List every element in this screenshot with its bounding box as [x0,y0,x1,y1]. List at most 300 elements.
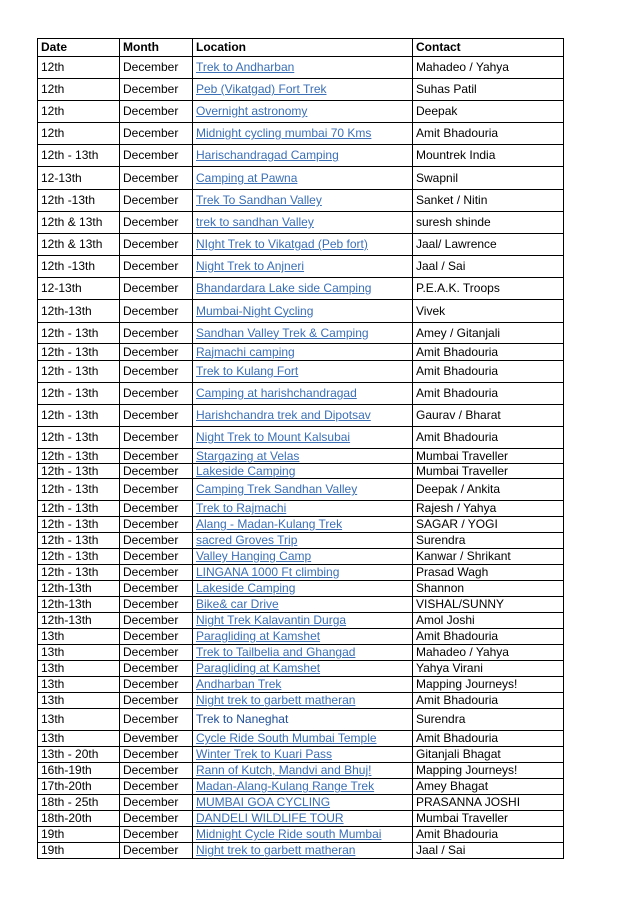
month-column [120,123,193,145]
location-link[interactable]: Night Trek to Mount Kalsubai [196,430,351,444]
month-cell: December [123,193,179,207]
location-link[interactable]: Night trek to garbett matheran [196,843,356,857]
location-link[interactable]: Rajmachi camping [196,344,295,359]
location-link[interactable]: DANDELI WILDLIFE TOUR [196,811,344,825]
date-column [38,517,120,533]
contact-column [413,427,564,449]
month-column [120,101,193,123]
table-row [38,278,564,300]
month-cell: December [123,661,179,675]
date-column [38,427,120,449]
table-row [38,629,564,645]
contact-column [413,565,564,581]
month-cell: December [123,517,179,531]
month-column [120,300,193,323]
location-link[interactable]: Night trek to garbett matheran [196,693,356,707]
location-link[interactable]: Sandhan Valley Trek & Camping [196,325,369,340]
date-cell: 12th -13th [41,193,96,207]
location-column [193,145,413,167]
month-column [120,747,193,763]
date-column [38,449,120,464]
month-cell: December [123,811,179,825]
date-cell: 12th - 13th [41,325,99,340]
contact-cell: Amey / Gitanjali [416,325,501,340]
location-link[interactable]: Bike& car Drive [196,597,279,611]
location-link[interactable]: MUMBAI GOA CYCLING [196,795,331,809]
month-cell: December [123,533,179,547]
location-link[interactable]: Overnight astronomy [196,104,308,118]
date-cell: 12th - 13th [41,565,99,579]
date-column [38,145,120,167]
month-column [120,479,193,501]
location-link[interactable]: Rann of Kutch, Mandvi and Bhuj! [196,763,372,777]
contact-column [413,123,564,145]
location-link[interactable]: Bhandardara Lake side Camping [196,281,372,295]
month-column [120,323,193,344]
date-cell: 13th [41,645,65,659]
month-column [120,581,193,597]
location-column [193,779,413,795]
contact-cell: Rajesh / Yahya [416,501,497,515]
location-link[interactable]: Lakeside Camping [196,463,296,478]
location-link[interactable]: Peb (Vikatgad) Fort Trek [196,82,327,96]
contact-column [413,731,564,747]
date-cell: 13th [41,629,65,643]
month-cell: December [123,565,179,579]
month-cell: December [123,645,179,659]
contact-column [413,549,564,565]
contact-cell: Amol Joshi [416,613,475,627]
month-cell: December [123,364,179,378]
table-row [38,581,564,597]
header-contact: Contact [413,39,564,57]
table-row [38,811,564,827]
table-row [38,731,564,747]
date-column [38,234,120,256]
location-column [193,517,413,533]
month-cell: December [123,581,179,595]
month-cell: December [123,712,179,726]
month-cell: December [123,237,179,251]
location-column [193,123,413,145]
contact-cell: Mahadeo / Yahya [416,60,509,74]
table-row [38,763,564,779]
date-cell: 12th-13th [41,581,92,595]
month-cell: December [123,259,179,273]
contact-cell: Amit Bhadouria [416,430,499,444]
table-row [38,361,564,383]
location-link[interactable]: Midnight cycling mumbai 70 Kms [196,126,372,140]
date-column [38,212,120,234]
location-column [193,613,413,629]
month-column [120,709,193,731]
location-column [193,549,413,565]
table-row [38,709,564,731]
date-column [38,405,120,427]
contact-cell: Suhas Patil [416,82,477,96]
date-cell: 13th [41,661,65,675]
month-cell: December [123,747,179,761]
month-cell: Devember [123,731,179,745]
month-cell: December [123,325,179,340]
table-row [38,533,564,549]
contact-cell: Mumbai Traveller [416,463,509,478]
contact-column [413,57,564,79]
date-column [38,661,120,677]
date-column [38,613,120,629]
contact-cell: Swapnil [416,170,459,185]
month-column [120,763,193,779]
month-column [120,190,193,212]
contact-column [413,501,564,517]
location-column [193,747,413,763]
contact-column [413,533,564,549]
contact-column [413,843,564,859]
date-cell: 12th - 13th [41,533,99,547]
contact-cell: PRASANNA JOSHI [416,795,521,809]
location-link[interactable]: Cycle Ride South Mumbai Temple [196,731,377,745]
date-column [38,256,120,278]
location-link[interactable]: Harischandragad Camping [196,148,339,162]
date-column [38,190,120,212]
contact-column [413,464,564,479]
table-row [38,405,564,427]
location-link[interactable]: Trek to Rajmachi [196,501,287,515]
location-link[interactable]: Camping Trek Sandhan Valley [196,482,358,496]
date-cell: 18th-20th [41,811,92,825]
month-column [120,811,193,827]
month-cell: December [123,170,179,185]
table-row [38,779,564,795]
date-cell: 13th [41,712,65,726]
date-cell: 12th & 13th [41,237,103,251]
date-column [38,843,120,859]
date-column [38,827,120,843]
location-column [193,361,413,383]
contact-column [413,300,564,323]
contact-column [413,101,564,123]
contact-column [413,693,564,709]
month-column [120,361,193,383]
location-column [193,581,413,597]
contact-column [413,234,564,256]
date-cell: 12th - 13th [41,386,99,400]
table-row [38,517,564,533]
month-column [120,661,193,677]
table-row [38,747,564,763]
month-column [120,795,193,811]
location-column [193,501,413,517]
contact-cell: Prasad Wagh [416,565,489,579]
location-link[interactable]: Camping at Pawna [196,170,298,185]
month-cell: December [123,126,179,140]
contact-column [413,278,564,300]
date-cell: 12-13th [41,170,82,185]
month-column [120,731,193,747]
date-cell: 18th - 25th [41,795,99,809]
date-cell: 12th - 13th [41,344,99,359]
table-row [38,549,564,565]
month-column [120,256,193,278]
location-link[interactable]: Camping at harishchandragad [196,386,357,400]
date-column [38,549,120,565]
contact-column [413,145,564,167]
contact-cell: Amit Bhadouria [416,629,499,643]
contact-column [413,779,564,795]
contact-column [413,677,564,693]
location-link[interactable]: Trek to Tailbelia and Ghangad [196,645,356,659]
location-link[interactable]: Trek To Sandhan Valley [196,193,322,207]
contact-cell: Mapping Journeys! [416,763,518,777]
month-column [120,613,193,629]
location-column [193,827,413,843]
month-column [120,597,193,613]
table-row [38,323,564,344]
month-cell: December [123,597,179,611]
month-cell: December [123,215,179,229]
location-column [193,300,413,323]
location-column [193,383,413,405]
date-column [38,747,120,763]
contact-cell: P.E.A.K. Troops [416,281,500,295]
table-row [38,501,564,517]
month-cell: December [123,448,179,463]
location-column [193,709,413,731]
date-column [38,645,120,661]
contact-column [413,79,564,101]
location-link[interactable]: Night Trek to Anjneri [196,259,305,273]
location-link[interactable]: Paragliding at Kamshet [196,629,321,643]
date-column [38,323,120,344]
date-column [38,581,120,597]
month-column [120,464,193,479]
month-cell: December [123,629,179,643]
date-cell: 12th [41,104,65,118]
location-link[interactable]: Madan-Alang-Kulang Range Trek [196,779,375,793]
date-column [38,479,120,501]
date-column [38,709,120,731]
month-column [120,565,193,581]
month-cell: December [123,463,179,478]
contact-cell: Jaal / Sai [416,843,466,857]
contact-column [413,709,564,731]
date-column [38,731,120,747]
contact-column [413,613,564,629]
location-column [193,763,413,779]
month-cell: December [123,148,179,162]
table-row [38,645,564,661]
location-column [193,677,413,693]
date-cell: 12th - 13th [41,408,99,422]
date-column [38,565,120,581]
month-cell: December [123,344,179,359]
location-link[interactable]: Trek to Naneghat [196,712,289,726]
location-column [193,645,413,661]
location-link[interactable]: sacred Groves Trip [196,533,298,547]
date-column [38,123,120,145]
date-column [38,344,120,361]
month-column [120,344,193,361]
date-cell: 19th [41,827,65,841]
table-row [38,795,564,811]
month-column [120,427,193,449]
location-link[interactable]: Alang - Madan-Kulang Trek [196,517,343,531]
location-column [193,565,413,581]
contact-cell: Yahya Virani [416,661,483,675]
date-column [38,533,120,549]
month-cell: December [123,82,179,96]
contact-column [413,167,564,190]
month-column [120,549,193,565]
date-column [38,300,120,323]
location-link[interactable]: Lakeside Camping [196,581,296,595]
month-column [120,843,193,859]
contact-column [413,661,564,677]
contact-cell: Jaal / Sai [416,259,466,273]
date-column [38,383,120,405]
location-link[interactable]: Winter Trek to Kuari Pass [196,747,333,761]
location-link[interactable]: Harishchandra trek and Dipotsav [196,408,371,422]
month-column [120,383,193,405]
table-row [38,79,564,101]
table-row [38,123,564,145]
contact-column [413,449,564,464]
location-column [193,533,413,549]
date-column [38,763,120,779]
location-link[interactable]: Trek to Kulang Fort [196,364,299,378]
contact-column [413,344,564,361]
contact-column [413,517,564,533]
location-column [193,190,413,212]
location-link[interactable]: Night Trek Kalavantin Durga [196,613,347,627]
contact-cell: Amit Bhadouria [416,827,499,841]
month-column [120,405,193,427]
contact-column [413,629,564,645]
contact-column [413,479,564,501]
contact-cell: Gitanjali Bhagat [416,747,501,761]
location-column [193,464,413,479]
date-column [38,779,120,795]
date-cell: 12th - 13th [41,482,99,496]
date-column [38,464,120,479]
month-column [120,693,193,709]
table-row [38,661,564,677]
date-cell: 12th - 13th [41,148,99,162]
table-row [38,190,564,212]
location-link[interactable]: trek to sandhan Valley [196,215,314,229]
date-cell: 12th - 13th [41,430,99,444]
month-cell: December [123,693,179,707]
table-row [38,597,564,613]
contact-column [413,383,564,405]
location-column [193,661,413,677]
month-column [120,501,193,517]
table-row [38,613,564,629]
contact-cell: suresh shinde [416,215,491,229]
month-column [120,57,193,79]
table-row [38,145,564,167]
date-cell: 12-13th [41,281,82,295]
table-body [38,57,564,859]
header-date: Date [38,39,120,57]
date-cell: 16th-19th [41,763,92,777]
date-column [38,501,120,517]
date-cell: 12th - 13th [41,364,99,378]
location-link[interactable]: Valley Hanging Camp [196,549,312,563]
month-column [120,677,193,693]
location-column [193,344,413,361]
location-link[interactable]: Stargazing at Velas [196,448,300,463]
contact-cell: Mumbai Traveller [416,811,509,825]
location-column [193,731,413,747]
table-row [38,449,564,464]
contact-cell: Kanwar / Shrikant [416,549,511,563]
location-column [193,57,413,79]
table-row [38,843,564,859]
contact-cell: Deepak [416,104,458,118]
month-cell: December [123,827,179,841]
location-link[interactable]: LINGANA 1000 Ft climbing [196,565,340,579]
month-cell: December [123,613,179,627]
location-link[interactable]: Andharban Trek [196,677,282,691]
location-column [193,449,413,464]
events-table [37,38,564,859]
location-column [193,843,413,859]
location-link[interactable]: Midnight Cycle Ride south Mumbai [196,827,382,841]
location-column [193,101,413,123]
location-link[interactable]: Trek to Andharban [196,60,295,74]
date-cell: 12th - 13th [41,448,99,463]
location-column [193,597,413,613]
month-column [120,533,193,549]
contact-cell: Vivek [416,303,446,318]
month-column [120,645,193,661]
table-row [38,101,564,123]
location-column [193,629,413,645]
date-cell: 12th - 13th [41,463,99,478]
date-cell: 13th - 20th [41,747,99,761]
date-cell: 12th - 13th [41,501,99,515]
location-link[interactable]: Mumbai-Night Cycling [196,303,314,318]
header-row [38,39,564,57]
location-column [193,79,413,101]
contact-cell: Amey Bhagat [416,779,489,793]
contact-cell: Deepak / Ankita [416,482,501,496]
date-column [38,677,120,693]
table-row [38,383,564,405]
date-cell: 12th - 13th [41,517,99,531]
contact-cell: VISHAL/SUNNY [416,597,505,611]
table-row [38,677,564,693]
month-cell: December [123,303,179,318]
date-column [38,597,120,613]
location-column [193,811,413,827]
location-link[interactable]: NIght Trek to Vikatgad (Peb fort) [196,237,368,251]
contact-column [413,597,564,613]
date-column [38,57,120,79]
date-cell: 13th [41,731,65,745]
location-column [193,427,413,449]
month-cell: December [123,843,179,857]
location-link[interactable]: Paragliding at Kamshet [196,661,321,675]
month-cell: December [123,430,179,444]
table-row [38,827,564,843]
contact-cell: Shannon [416,581,465,595]
contact-column [413,323,564,344]
location-column [193,405,413,427]
contact-cell: Mumbai Traveller [416,448,509,463]
month-cell: December [123,795,179,809]
